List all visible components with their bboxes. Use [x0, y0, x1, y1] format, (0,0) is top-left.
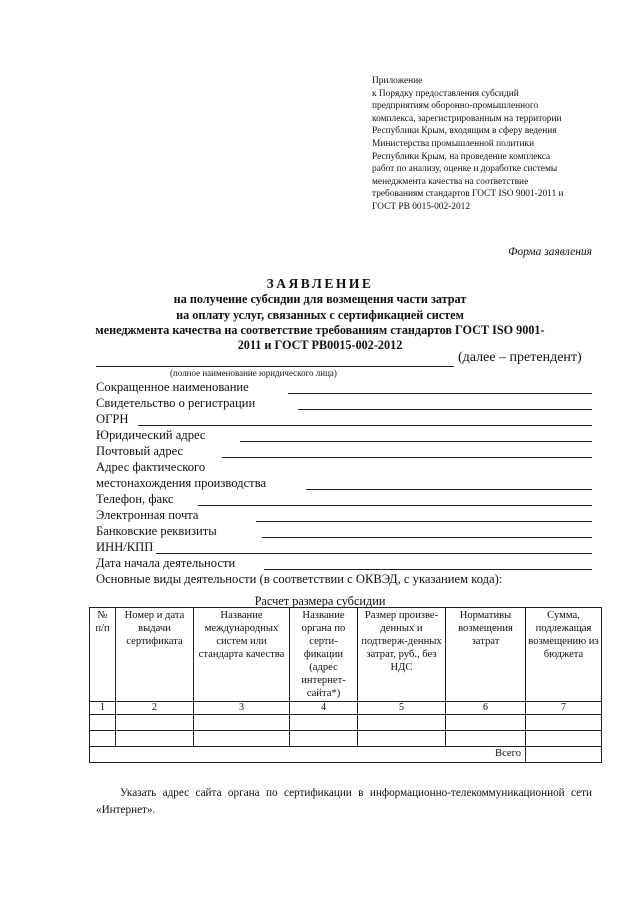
appendix-line: работ по анализу, оценке и доработке системы — [372, 164, 558, 175]
field-label-registration: Свидетельство о регистрации — [96, 396, 256, 410]
table-header-cell: Название международных систем или стандарта качества — [194, 608, 290, 702]
table-cell[interactable] — [358, 715, 446, 731]
applicant-hint: (полное наименование юридического лица) — [170, 368, 337, 378]
table-cell[interactable] — [90, 715, 116, 731]
table-row — [90, 731, 602, 747]
field-label-main-activities: Основные виды деятельности (в соответствии с ОКВЭД, с указанием кода): — [96, 572, 503, 586]
applicant-name-line[interactable] — [96, 366, 454, 367]
table-cell[interactable] — [290, 715, 358, 731]
field-line-short-name[interactable] — [288, 393, 592, 394]
table-number-cell: 4 — [290, 702, 358, 715]
table-number-cell: 7 — [526, 702, 602, 715]
field-line-phone-fax[interactable] — [198, 505, 592, 506]
field-label-inn-kpp: ИНН/КПП — [96, 540, 154, 554]
appendix-line: менеджмента качества на соответствие — [372, 176, 529, 187]
applicant-suffix: (далее – претендент) — [458, 350, 582, 365]
table-number-cell: 1 — [90, 702, 116, 715]
appendix-line: Министерства промышленной политики — [372, 138, 535, 149]
appendix-block — [372, 75, 602, 214]
total-value-cell[interactable] — [526, 747, 602, 763]
appendix-line: к Порядку предоставления субсидий — [372, 88, 519, 99]
document-title: ЗАЯВЛЕНИЕ — [266, 276, 374, 291]
table-number-cell: 5 — [358, 702, 446, 715]
subtitle-line: на получение субсидии для возмещения части затрат — [173, 292, 467, 306]
field-line-ogrn[interactable] — [138, 425, 592, 426]
field-label-start-date: Дата начала деятельности — [96, 556, 236, 570]
table-header-cell: Нормативы возмещения затрат — [446, 608, 526, 702]
table-total-row — [90, 747, 602, 763]
table-header-cell: Размер произве-денных и подтверж-денных затрат, руб., без НДС — [358, 608, 446, 702]
table-header-row — [90, 608, 602, 702]
table-header-cell: Название органа по серти-фикации (адрес интернет-сайта*) — [290, 608, 358, 702]
table-cell[interactable] — [90, 731, 116, 747]
field-label-production-location: местонахождения производства — [96, 476, 267, 490]
table-cell[interactable] — [446, 731, 526, 747]
field-label-bank-details: Банковские реквизиты — [96, 524, 217, 538]
field-label-short-name: Сокращенное наименование — [96, 380, 249, 394]
table-caption: Расчет размера субсидии — [254, 594, 386, 608]
field-line-start-date[interactable] — [264, 569, 592, 570]
field-line-legal-address[interactable] — [240, 441, 592, 442]
field-line-inn-kpp[interactable] — [156, 553, 592, 554]
table-cell[interactable] — [290, 731, 358, 747]
table-cell[interactable] — [116, 715, 194, 731]
table-header-cell: Сумма, подлежащая возмещению из бюджета — [526, 608, 602, 702]
table-header-cell: Номер и дата выдачи сертификата — [116, 608, 194, 702]
field-label-ogrn: ОГРН — [96, 412, 129, 426]
field-line-registration[interactable] — [298, 409, 592, 410]
form-label: Форма заявления — [508, 246, 592, 258]
field-line-actual-address[interactable] — [306, 489, 592, 490]
field-label-actual-address: Адрес фактического — [96, 460, 206, 474]
appendix-line: предприятиям оборонно-промышленного — [372, 101, 539, 112]
field-label-email: Электронная почта — [96, 508, 199, 522]
table-cell[interactable] — [116, 731, 194, 747]
subtitle-line: 2011 и ГОСТ РВ0015-002-2012 — [237, 338, 403, 352]
field-line-email[interactable] — [256, 521, 592, 522]
table-cell[interactable] — [526, 715, 602, 731]
footnote: Указать адрес сайта органа по сертификации в информационно-телекоммуникационной сети «Интернет». — [96, 787, 592, 816]
table-cell[interactable] — [358, 731, 446, 747]
appendix-line: комплекса, зарегистрированным на территории — [372, 113, 562, 124]
table-header-cell: № п/п — [90, 608, 116, 702]
field-label-legal-address: Юридический адрес — [96, 428, 206, 442]
field-label-phone-fax: Телефон, факс — [96, 492, 174, 506]
field-label-postal-address: Почтовый адрес — [96, 444, 184, 458]
subsidy-calculation-table — [89, 607, 602, 763]
table-number-cell: 3 — [194, 702, 290, 715]
table-row — [90, 715, 602, 731]
table-cell[interactable] — [446, 715, 526, 731]
table-number-cell: 6 — [446, 702, 526, 715]
subtitle-line: менеджмента качества на соответствие требованиям стандартов ГОСТ ISO 9001- — [95, 323, 545, 337]
total-label: Всего — [90, 747, 526, 763]
table-number-cell: 2 — [116, 702, 194, 715]
table-number-row — [90, 702, 602, 715]
subtitle-line: на оплату услуг, связанных с сертификацией систем — [176, 308, 464, 322]
appendix-line: Республики Крым, на проведение комплекса — [372, 151, 551, 162]
field-line-postal-address[interactable] — [222, 457, 592, 458]
appendix-line: Республики Крым, входящим в сферу ведения — [372, 126, 557, 137]
table-cell[interactable] — [526, 731, 602, 747]
field-line-bank-details[interactable] — [262, 537, 592, 538]
table-cell[interactable] — [194, 715, 290, 731]
appendix-line: Приложение — [372, 76, 423, 86]
table-cell[interactable] — [194, 731, 290, 747]
appendix-line: требованиям стандартов ГОСТ ISO 9001-2011 и — [372, 189, 564, 200]
appendix-line: ГОСТ РВ 0015-002-2012 — [372, 201, 471, 212]
